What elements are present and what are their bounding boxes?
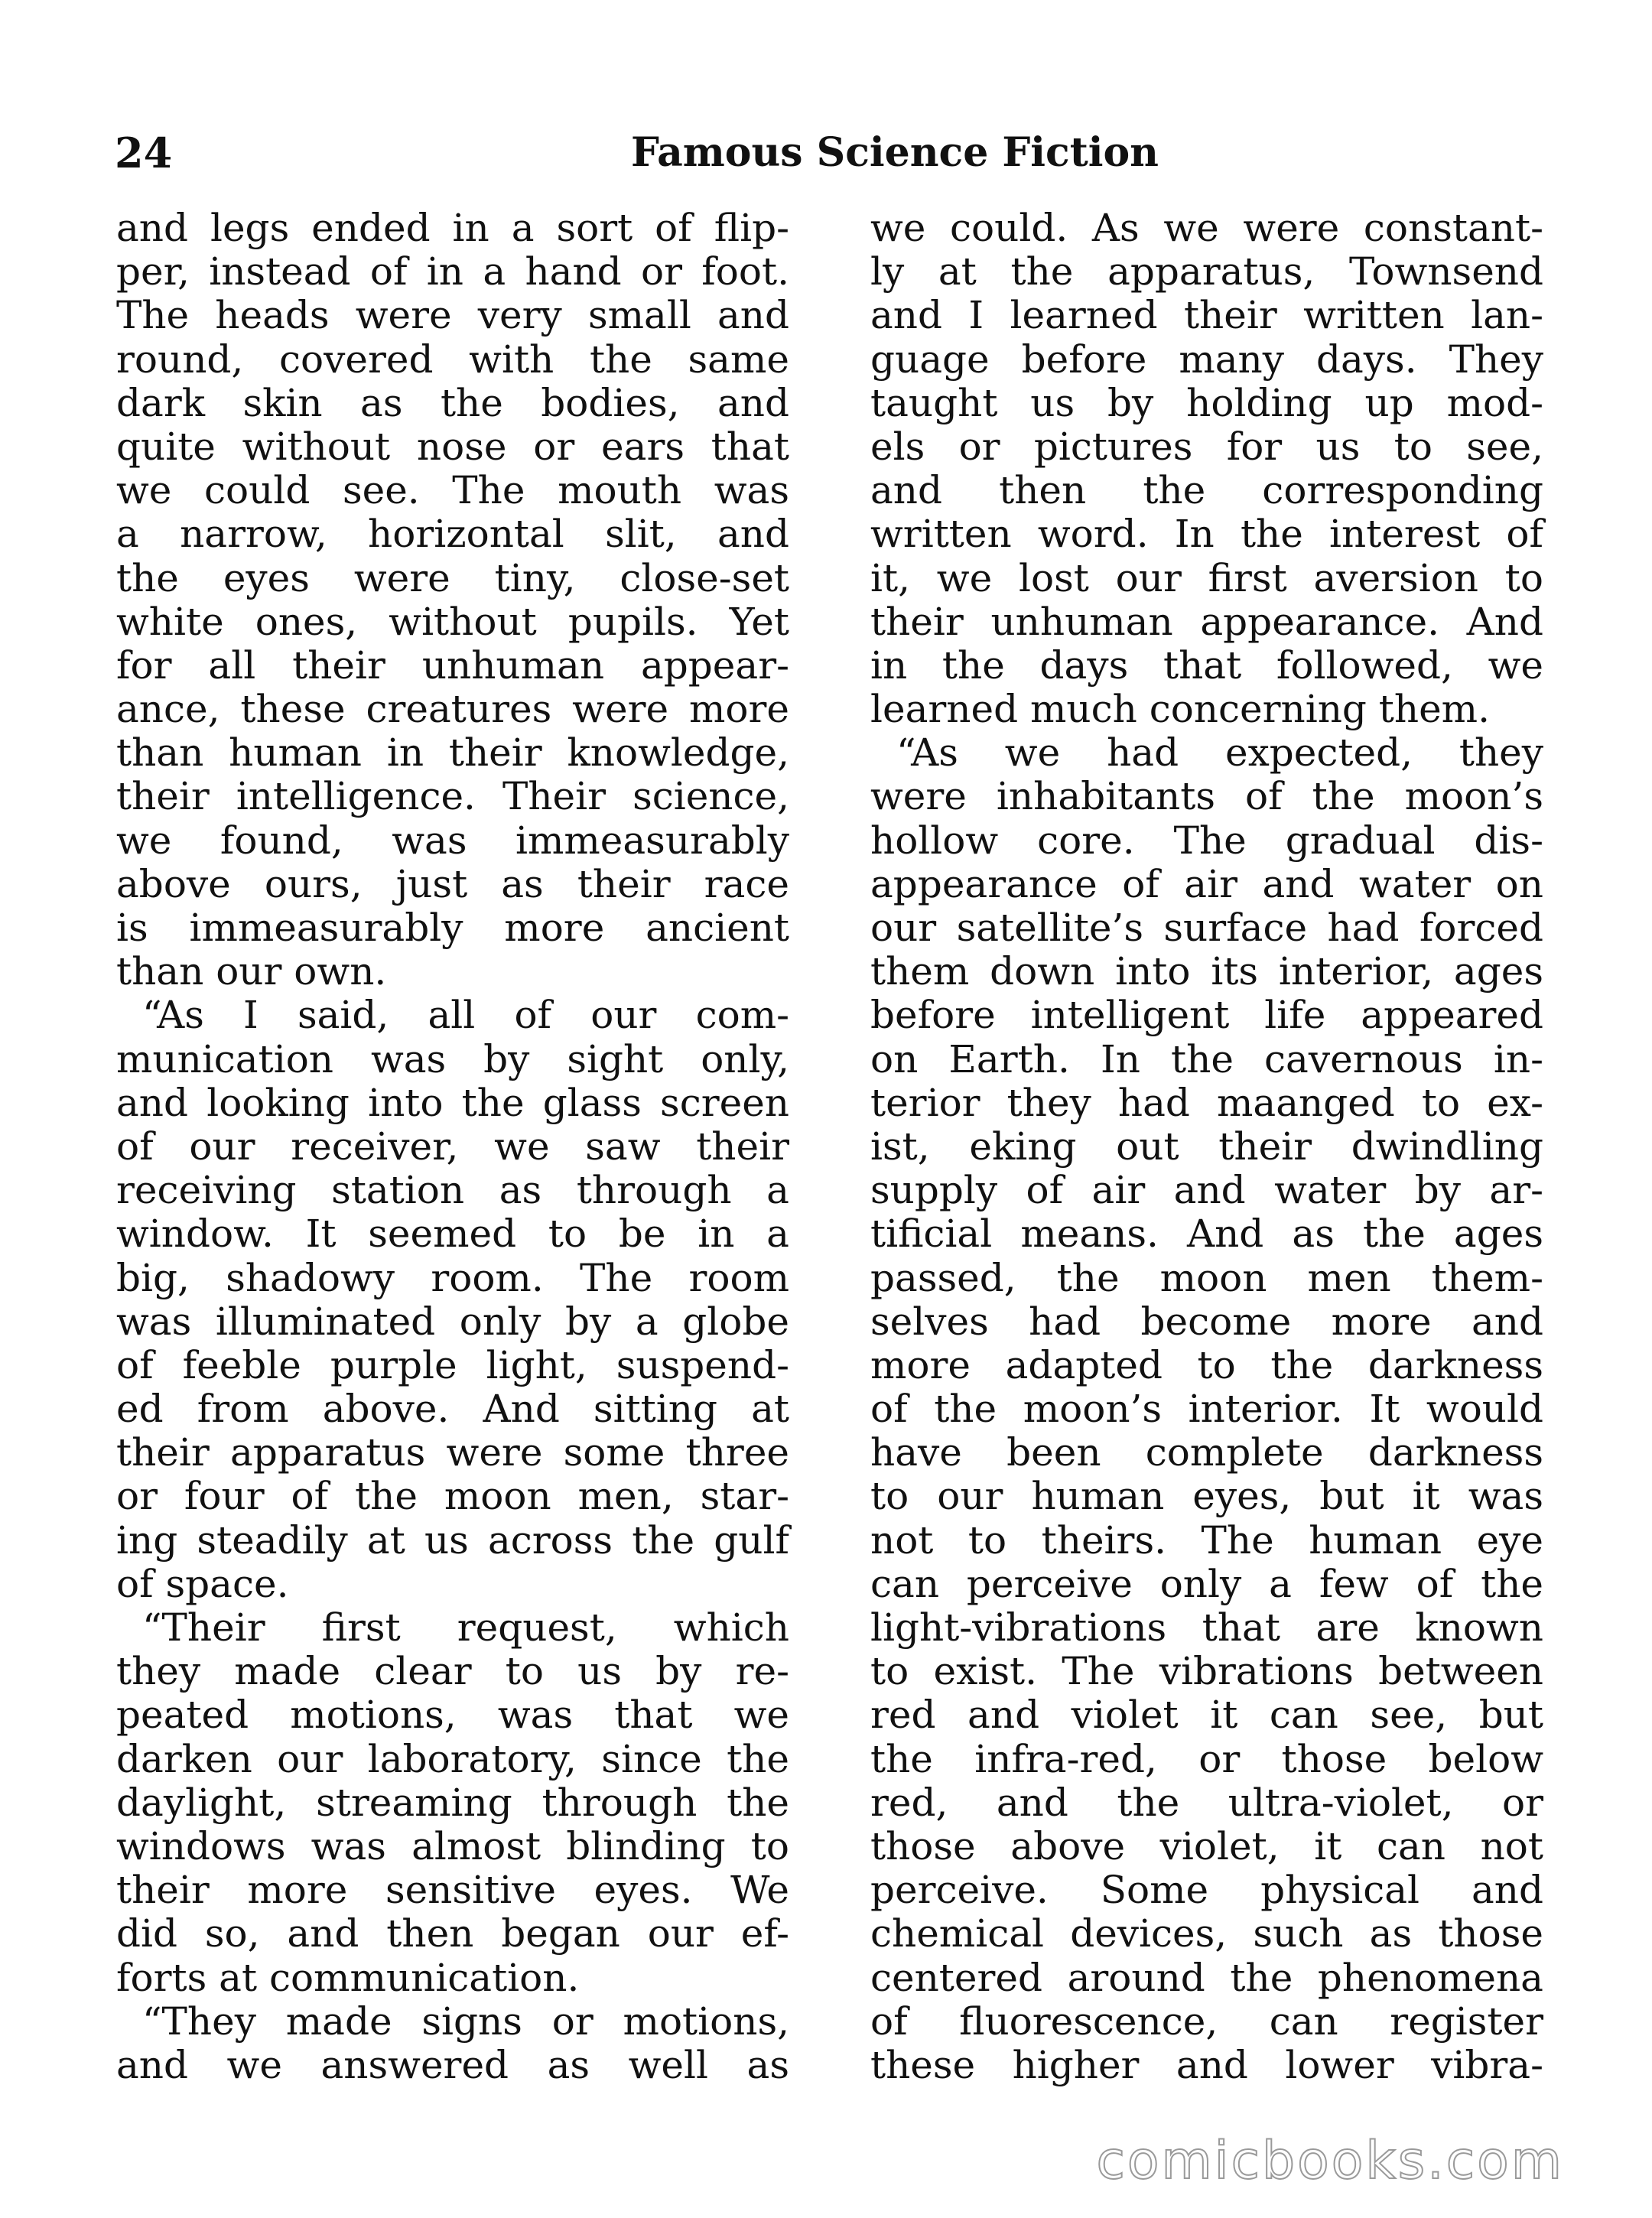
text-line: peated motions, was that we bbox=[116, 1693, 789, 1738]
text-line: window. It seemed to be in a bbox=[116, 1211, 789, 1257]
text-line: daylight, streaming through the bbox=[116, 1780, 789, 1825]
text-line: of the moon’s interior. It would bbox=[870, 1387, 1543, 1432]
text-line: hollow core. The gradual dis- bbox=[870, 818, 1543, 863]
text-line: passed, the moon men them- bbox=[870, 1255, 1543, 1300]
text-line: ing steadily at us across the gulf bbox=[116, 1517, 789, 1563]
text-line: “As we had expected, they bbox=[896, 730, 1543, 776]
text-line: these higher and lower vibra- bbox=[870, 2042, 1543, 2087]
text-line: for all their unhuman appear- bbox=[116, 642, 789, 688]
text-line: The heads were very small and bbox=[116, 293, 789, 338]
text-line: were inhabitants of the moon’s bbox=[870, 774, 1543, 819]
text-column-left bbox=[116, 207, 789, 2087]
text-line: to our human eyes, but it was bbox=[870, 1474, 1543, 1519]
text-line: light-vibrations that are known bbox=[870, 1605, 1543, 1650]
text-line: and we answered as well as bbox=[116, 2042, 789, 2087]
text-line: quite without nose or ears that bbox=[116, 424, 789, 469]
text-line: ist, eking out their dwindling bbox=[870, 1124, 1543, 1169]
text-line: was illuminated only by a globe bbox=[116, 1299, 789, 1344]
text-line: and I learned their written lan- bbox=[870, 293, 1543, 338]
page-header bbox=[115, 126, 1568, 180]
text-line: before intelligent life appeared bbox=[870, 993, 1543, 1038]
text-line: their more sensitive eyes. We bbox=[116, 1868, 789, 1913]
text-line: the eyes were tiny, close-set bbox=[116, 555, 789, 600]
text-line: they made clear to us by re- bbox=[116, 1649, 789, 1694]
text-line: white ones, without pupils. Yet bbox=[116, 599, 789, 644]
text-line: than human in their knowledge, bbox=[116, 730, 789, 776]
page-number: 24 bbox=[115, 128, 173, 177]
text-line: tificial means. And as the ages bbox=[870, 1211, 1543, 1257]
text-line: chemical devices, such as those bbox=[870, 1911, 1543, 1956]
text-line: than our own. bbox=[116, 949, 387, 994]
text-line: taught us by holding up mod- bbox=[870, 380, 1543, 425]
text-line: of fluorescence, can register bbox=[870, 1998, 1543, 2044]
text-line: their unhuman appearance. And bbox=[870, 599, 1543, 644]
text-line: can perceive only a few of the bbox=[870, 1561, 1543, 1606]
text-line: did so, and then began our ef- bbox=[116, 1911, 789, 1956]
text-line: round, covered with the same bbox=[116, 337, 789, 382]
text-line: learned much concerning them. bbox=[870, 687, 1490, 732]
text-line: we could see. The mouth was bbox=[116, 468, 789, 513]
text-line: those above violet, it can not bbox=[870, 1823, 1543, 1868]
text-line: of space. bbox=[116, 1561, 289, 1606]
text-line: have been complete darkness bbox=[870, 1430, 1543, 1475]
text-column-right bbox=[870, 207, 1543, 2087]
text-line: written word. In the interest of bbox=[870, 512, 1543, 557]
text-line: of feeble purple light, suspend- bbox=[116, 1342, 789, 1387]
text-line: selves had become more and bbox=[870, 1299, 1543, 1344]
text-line: is immeasurably more ancient bbox=[116, 906, 789, 950]
text-line: and looking into the glass screen bbox=[116, 1080, 789, 1125]
text-line: supply of air and water by ar- bbox=[870, 1168, 1543, 1213]
running-title: Famous Science Fiction bbox=[631, 129, 1159, 176]
text-line: forts at communication. bbox=[116, 1955, 580, 2000]
text-line: or four of the moon men, star- bbox=[116, 1474, 789, 1519]
text-line: and legs ended in a sort of flip- bbox=[116, 206, 789, 250]
text-line: above ours, just as their race bbox=[116, 861, 789, 906]
text-line: per, instead of in a hand or foot. bbox=[116, 249, 789, 294]
text-line: big, shadowy room. The room bbox=[116, 1255, 789, 1300]
text-line: guage before many days. They bbox=[870, 337, 1543, 382]
text-line: perceive. Some physical and bbox=[870, 1868, 1543, 1913]
text-line: munication was by sight only, bbox=[116, 1036, 789, 1081]
text-line: “As I said, all of our com- bbox=[142, 993, 789, 1038]
text-line: receiving station as through a bbox=[116, 1168, 789, 1213]
text-line: it, we lost our first aversion to bbox=[870, 555, 1543, 600]
text-line: “They made signs or motions, bbox=[142, 1998, 789, 2044]
text-line: a narrow, horizontal slit, and bbox=[116, 512, 789, 557]
text-line: their intelligence. Their science, bbox=[116, 774, 789, 819]
text-line: to exist. The vibrations between bbox=[870, 1649, 1543, 1694]
text-line: of our receiver, we saw their bbox=[116, 1124, 789, 1169]
text-line: red and violet it can see, but bbox=[870, 1693, 1543, 1738]
text-line: we found, was immeasurably bbox=[116, 818, 789, 863]
text-line: windows was almost blinding to bbox=[116, 1823, 789, 1868]
text-line: terior they had maanged to ex- bbox=[870, 1080, 1543, 1125]
text-line: red, and the ultra-violet, or bbox=[870, 1780, 1543, 1825]
text-line: their apparatus were some three bbox=[116, 1430, 789, 1475]
text-line: ed from above. And sitting at bbox=[116, 1387, 789, 1432]
watermark: comicbooks.com bbox=[1096, 2131, 1564, 2191]
text-line: ly at the apparatus, Townsend bbox=[870, 249, 1543, 294]
text-line: and then the corresponding bbox=[870, 468, 1543, 513]
text-line: dark skin as the bodies, and bbox=[116, 380, 789, 425]
text-line: we could. As we were constant- bbox=[870, 206, 1543, 250]
text-line: “Their first request, which bbox=[142, 1605, 789, 1650]
text-line: appearance of air and water on bbox=[870, 861, 1543, 906]
text-line: more adapted to the darkness bbox=[870, 1342, 1543, 1387]
text-line: centered around the phenomena bbox=[870, 1955, 1543, 2000]
text-line: darken our laboratory, since the bbox=[116, 1736, 789, 1781]
text-line: ance, these creatures were more bbox=[116, 687, 789, 732]
text-line: els or pictures for us to see, bbox=[870, 424, 1543, 469]
text-line: them down into its interior, ages bbox=[870, 949, 1543, 994]
text-line: in the days that followed, we bbox=[870, 642, 1543, 688]
text-line: the infra-red, or those below bbox=[870, 1736, 1543, 1781]
text-line: not to theirs. The human eye bbox=[870, 1517, 1543, 1563]
text-line: our satellite’s surface had forced bbox=[870, 906, 1543, 950]
text-line: on Earth. In the cavernous in- bbox=[870, 1036, 1543, 1081]
